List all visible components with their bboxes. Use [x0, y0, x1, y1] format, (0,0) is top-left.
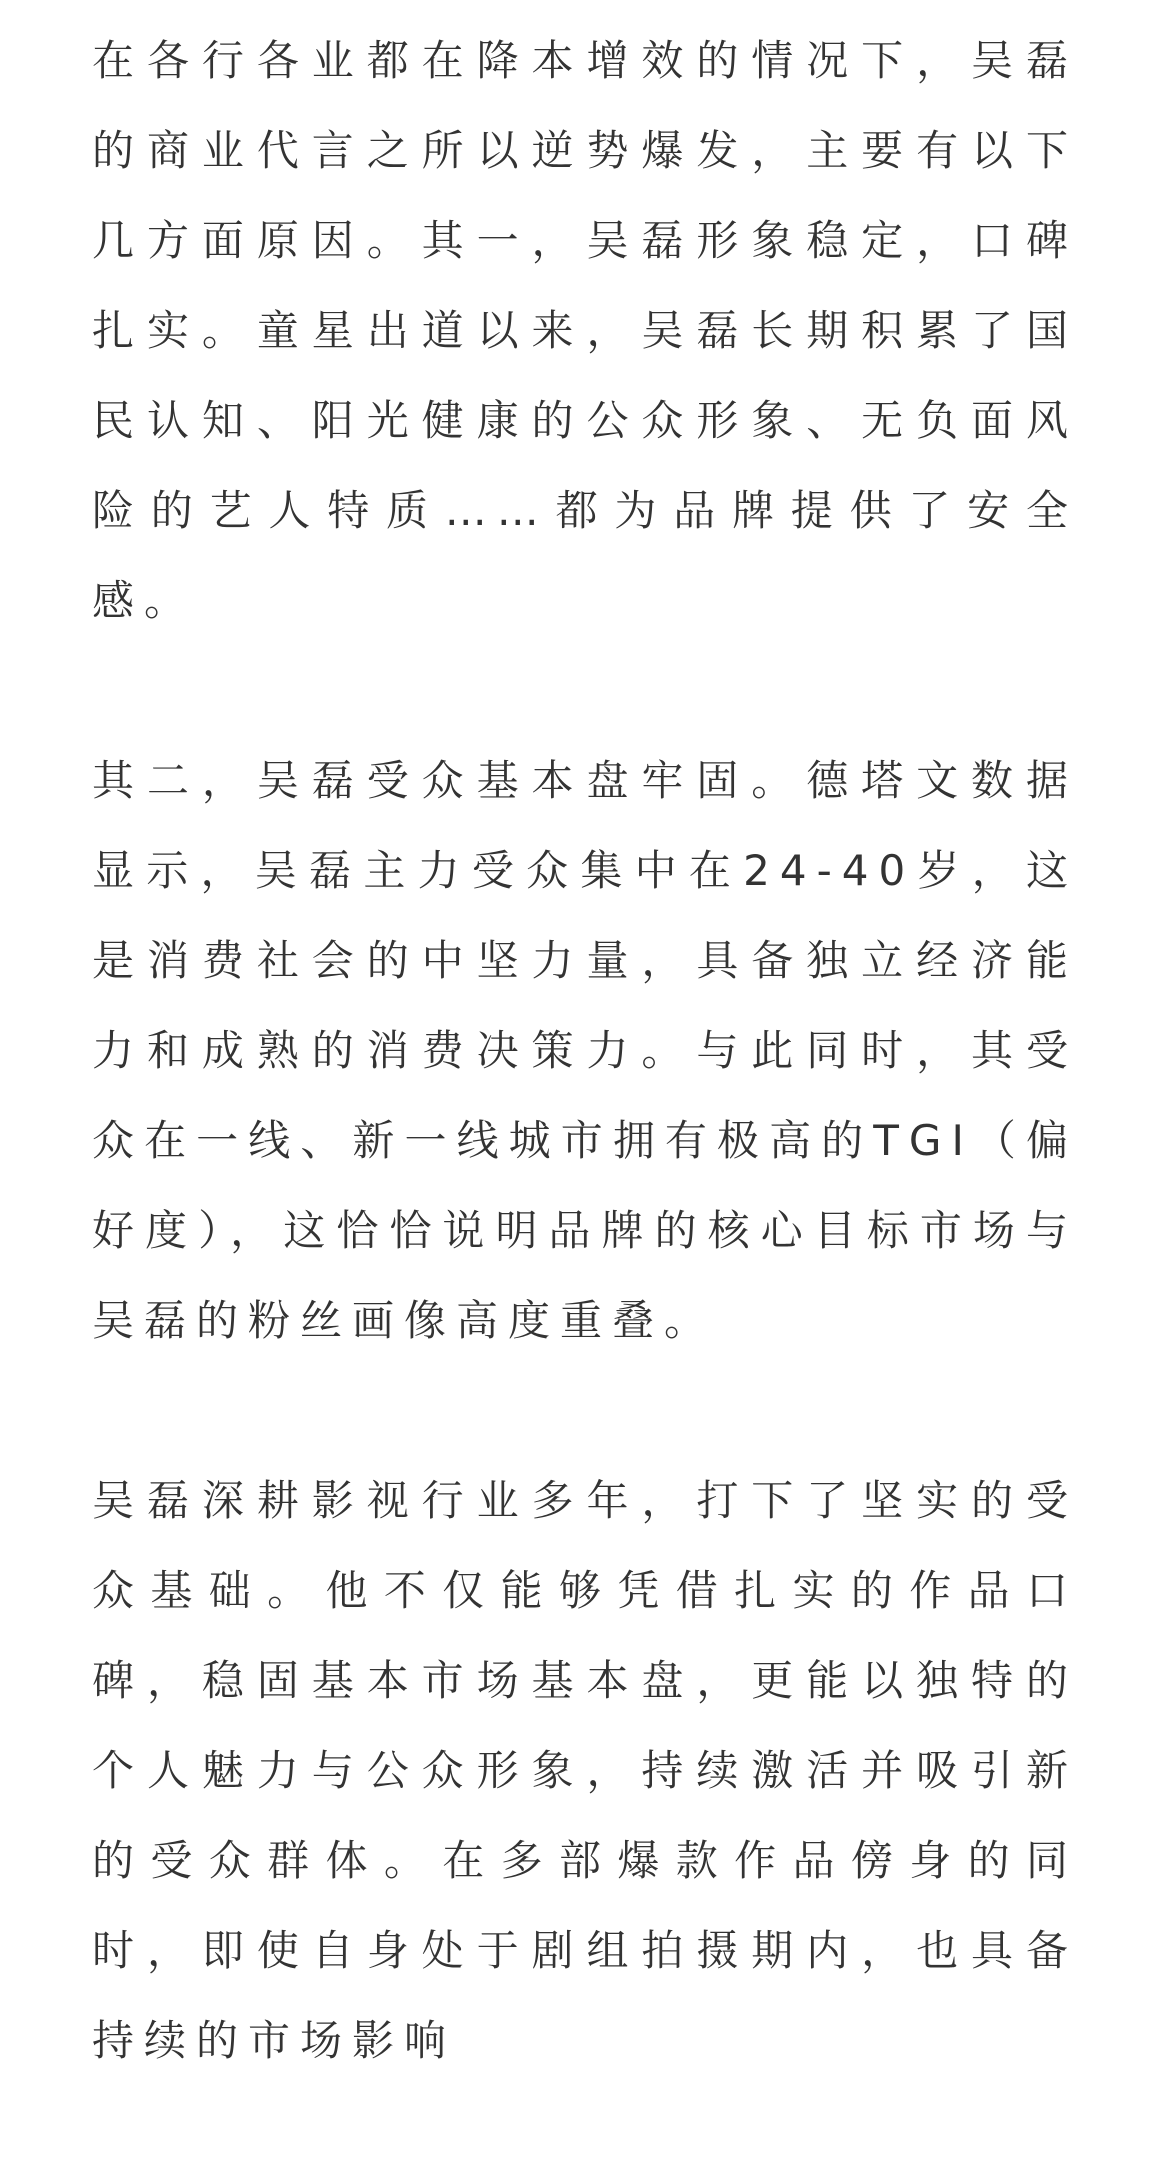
paragraph-reasons-image: 在各行各业都在降本增效的情况下，吴磊的商业代言之所以逆势爆发，主要有以下几方面原因。其一，吴磊形象稳定，口碑扎实。童星出道以来，吴磊长期积累了国民认知、阳光健康的公众形象、无负面风险的艺人特质……都为品牌提供了安全感。 [92, 36, 1078, 625]
paragraph-industry-depth: 吴磊深耕影视行业多年，打下了坚实的受众基础。他不仅能够凭借扎实的作品口碑，稳固基本市场基本盘，更能以独特的个人魅力与公众形象，持续激活并吸引新的受众群体。在多部爆款作品傍身的同时，即使自身处于剧组拍摄期内，也具备持续的市场影响 [92, 1476, 1078, 2065]
article-body [92, 16, 1078, 2176]
paragraph-audience-base: 其二，吴磊受众基本盘牢固。德塔文数据显示，吴磊主力受众集中在24-40岁，这是消费社会的中坚力量，具备独立经济能力和成熟的消费决策力。与此同时，其受众在一线、新一线城市拥有极高的TGI（偏好度），这恰恰说明品牌的核心目标市场与吴磊的粉丝画像高度重叠。 [92, 756, 1078, 1345]
